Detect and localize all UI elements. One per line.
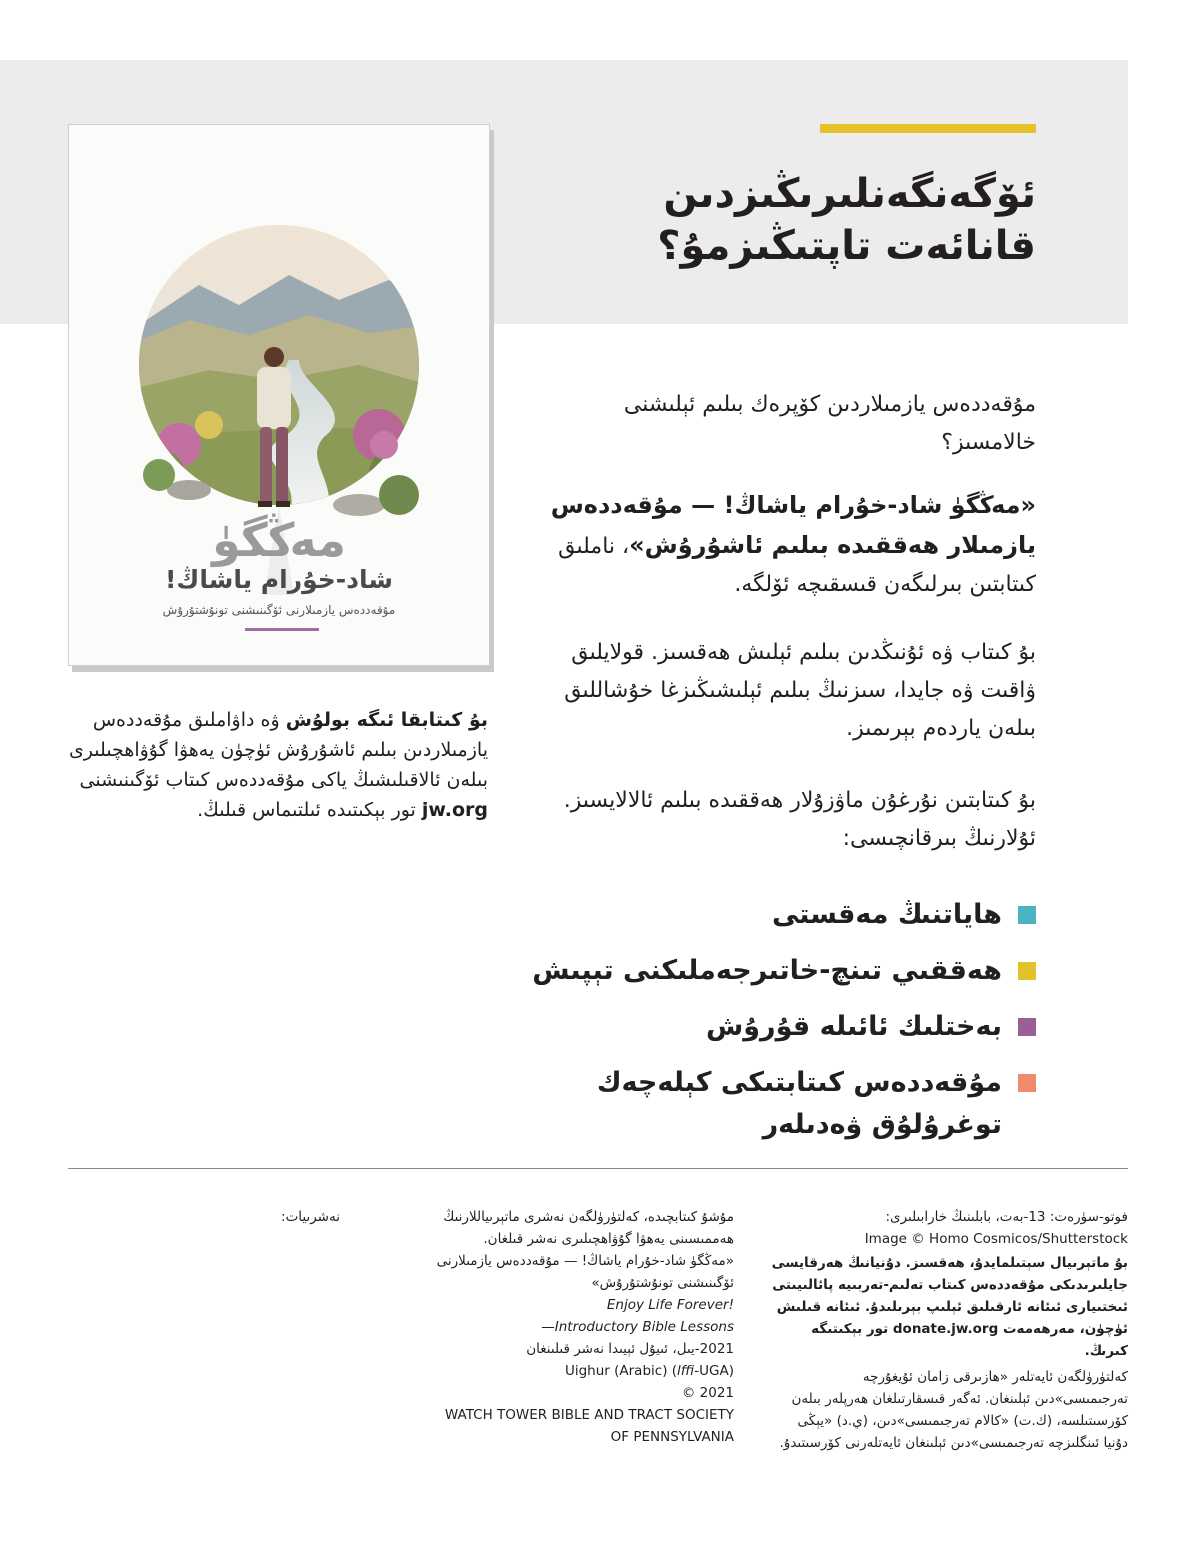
publication-note: مۇشۇ كىتابچىدە، كەلتۈرۈلگەن نەشرى ماتېرىياللارنىڭ ھەممىسىنى يەھۋا گۇۋاھچىلىرى نەشر قىلغان.	[443, 1209, 734, 1247]
book-promo	[500, 486, 1036, 604]
photo-credit-label: فوتو-سۈرەت: 13-بەت، بابلىنىڭ خارابىلىرى:	[885, 1209, 1128, 1225]
request-book-end: تور بېكىتىدە ئىلتىماس قىلىڭ.	[197, 799, 416, 821]
publication-title: «مەڭگۈ شاد-خۇرام ياشاڭ! — مۇقەددەس يازمىلارنى ئۆگىنىشنى تونۇشتۇرۇش»	[436, 1253, 734, 1291]
page-title-line-1: ئۆگەنگەنلىرىڭىزدىن	[663, 171, 1036, 217]
language-code-prefix: Uighur (Arabic) (	[564, 1363, 678, 1379]
footer-credits	[770, 1206, 1128, 1454]
book-promo-title: «مەڭگۈ شاد-خۇرام ياشاڭ! — مۇقەددەس يازمىلار ھەققىدە بىلىم ئاشۇرۇش»	[550, 491, 1036, 559]
topic-item	[520, 894, 1036, 936]
publication-date: 2021-يىل، ئىيۇل ئېيىدا نەشر قىلىنغان	[526, 1341, 734, 1357]
request-book-text	[68, 705, 488, 825]
topic-bullet-purple	[1018, 1018, 1036, 1036]
free-study-paragraph: بۇ كىتاب ۋە ئۇنىڭدىن بىلىم ئېلىش ھەقسىز. قولايلىق ۋاقىت ۋە جايدا، سىزنىڭ بىلىم ئېلىشىڭىزغا خۇشاللىق بىلەن ياردەم بېرىمىز.	[564, 640, 1036, 741]
english-title	[420, 1294, 734, 1316]
book-promo-rest: ، ناملىق كىتابتىن بىرلىگەن قىسقىچە ئۆلگە.	[558, 534, 1036, 597]
topic-bullet-coral	[1018, 1074, 1036, 1092]
intro-question: مۇقەددەس يازمىلاردىن كۆپرەك بىلىم ئېلىشنى خالامسىز؟	[623, 392, 1036, 455]
publisher-line-1: WATCH TOWER BIBLE AND TRACT SOCIETY	[444, 1407, 734, 1423]
english-title-1: Enjoy Life Forever!	[606, 1297, 734, 1313]
publisher-label: نەشرىيات:	[281, 1209, 340, 1225]
topic-label: ھەققىي تىنچ-خاتىرجەملىكنى تېپىش	[532, 955, 1002, 986]
topics-intro-paragraph: بۇ كىتابتىن نۇرغۇن ماۋزۇلار ھەققىدە بىلىم ئالالايسىز. ئۇلارنىڭ بىرقانچىسى:	[563, 788, 1036, 851]
publication-info	[420, 1206, 734, 1448]
language-code-id: lffi	[677, 1363, 695, 1379]
language-code-suffix: -UGA)	[694, 1363, 734, 1379]
cover-subtitle: شاد-خۇرام ياشاڭ!	[165, 565, 393, 594]
page-title-line-2: قانائەت تاپتىڭىزمۇ؟	[657, 223, 1036, 269]
topic-item	[520, 1062, 1036, 1146]
topic-list	[520, 894, 1036, 1160]
language-code	[420, 1360, 734, 1382]
topic-label: بەختلىك ئائىلە قۇرۇش	[706, 1011, 1002, 1042]
translation-note: كەلتۈرۈلگەن ئايەتلەر «ھازىرقى زامان ئۇيغۇرچە تەرجىمىسى»دىن ئېلىنغان. ئەگەر قىسقارتىلغان ھەرپلەر بىلەن كۆرسىتىلسە، (ك.ت) «كالام تەرجىمىسى»دىن، (ي.د) «يېڭى دۇنيا ئىنگلىزچە تەرجىمىسى»دىن ئېلىنغان ئايەتلەرنى كۆرسىتىدۇ.	[779, 1369, 1128, 1451]
donation-end: تور بېكىتىگە كىرىڭ.	[811, 1321, 1128, 1359]
request-book-lead: بۇ كىتابقا ئىگە بولۇش	[285, 709, 488, 731]
topic-item	[520, 1006, 1036, 1048]
donation-text: بۇ ماتېرىيال سېتىلمايدۇ، ھەقسىز. دۇنيانىڭ ھەرقايسى جايلىرىدىكى مۇقەددەس كىتاب تەلىم-تەربىيە پائالىيىتى ئىختىيارى ئىئانە ئارقىلىق ئېلىپ بېرىلىدۇ. ئىئانە قىلىش ئۈچۈن، مەرھەمەت	[771, 1255, 1128, 1337]
book-cover	[68, 124, 490, 666]
topic-label: مۇقەددەس كىتابتىكى كېلەچەك توغرۇلۇق ۋەدىلەر	[596, 1067, 1002, 1140]
copyright: © 2021	[681, 1385, 734, 1401]
cover-accent-line	[245, 628, 319, 631]
photo-credit: Image © Homo Cosmicos/Shutterstock	[864, 1231, 1128, 1247]
english-subtitle	[420, 1316, 734, 1338]
cover-title: مەڭگۈ	[212, 513, 346, 567]
topic-bullet-yellow	[1018, 962, 1036, 980]
request-book-body: ۋە داۋاملىق مۇقەددەس يازمىلاردىن بىلىم ئاشۇرۇش ئۈچۈن يەھۋا گۇۋاھچىلىرى بىلەن ئالاقىلىشىڭ ياكى مۇقەددەس كىتاب ئۆگىنىشنى	[68, 709, 488, 791]
topic-bullet-teal	[1018, 906, 1036, 924]
topic-label: ھاياتنىڭ مەقستى	[771, 899, 1002, 930]
cover-tagline: مۇقەددەس يازمىلارنى ئۆگىنىشنى تونۇشتۇرۇش	[162, 603, 396, 617]
donate-link[interactable]: donate.jw.org	[892, 1321, 999, 1337]
jw-org-link[interactable]: jw.org	[421, 799, 488, 821]
english-title-2: —Introductory Bible Lessons	[541, 1319, 734, 1335]
page-title	[600, 168, 1036, 272]
publisher-line-2: OF PENNSYLVANIA	[610, 1429, 734, 1445]
accent-bar	[820, 124, 1036, 133]
topic-item	[520, 950, 1036, 992]
footer-divider	[68, 1168, 1128, 1169]
donation-notice	[770, 1252, 1128, 1362]
